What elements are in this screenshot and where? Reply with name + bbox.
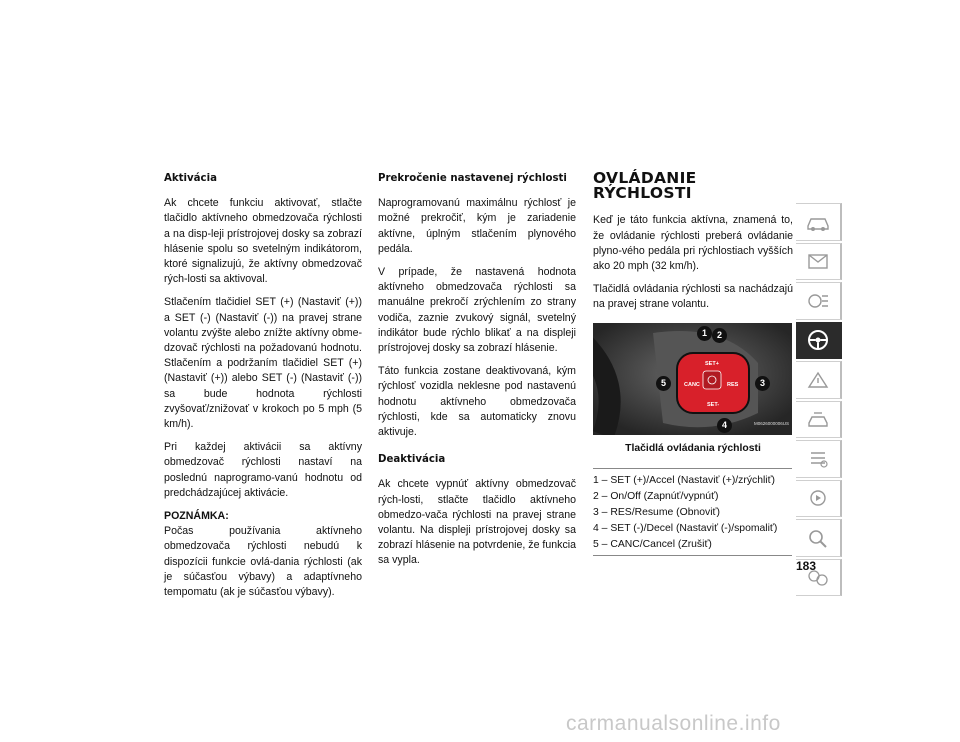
page-number: 183 <box>796 559 817 573</box>
paragraph: Stlačením tlačidiel SET (+) (Nastaviť (+)) a SET (-) (Nastaviť (-)) na pravej strane volantu zvýšte alebo znížte aktívny obme-dzovač rýchlosti na požadovanú hodnotu. Stlačením a podržaním tlačidiel SET (+) (Nastaviť (+)) alebo SET (-) (Nastaviť (-)) sa bude hodnota rýchlosti zvyšovať/znižovať v krokoch po 5 mph (5 km/h). <box>164 296 362 431</box>
chapter-title: OVLÁDANIE RÝCHLOSTI <box>593 169 697 203</box>
paragraph: Keď je táto funkcia aktívna, znamená to, že ovládanie rýchlosti preberá ovládanie plyno-vého pedála pri rýchlostiach vyšších ako 20 mph (32 km/h). <box>593 214 793 273</box>
right-column <box>593 171 793 556</box>
car-icon <box>805 212 831 232</box>
media-icon <box>805 488 831 508</box>
set-plus-label: SET+ <box>705 360 719 367</box>
legend-item: 5 – CANC/Cancel (Zrušiť) <box>593 538 712 550</box>
specs-list-icon <box>805 449 831 469</box>
note-text: Počas používania aktívneho obmedzovača rýchlosti nebudú k dispozícii funkcie ovlá-dania rýchlosti (ak je súčasťou výbavy) a adaptívneho tempomatu (ak je súčasťou výbavy). <box>164 525 362 599</box>
tab-multimedia[interactable] <box>796 480 842 518</box>
canc-label: CANC <box>684 381 700 388</box>
legend-item: 4 – SET (-)/Decel (Nastaviť (-)/spomaliť) <box>593 522 778 534</box>
figure-code: M0626000006US <box>753 421 789 427</box>
section-heading-activation: Aktivácia <box>164 173 217 184</box>
mail-icon <box>805 251 831 271</box>
legend-item: 1 – SET (+)/Accel (Nastaviť (+)/zrýchliť) <box>593 474 775 486</box>
section-heading-exceeding: Prekročenie nastavenej rýchlosti <box>378 173 567 184</box>
paragraph: Táto funkcia zostane deaktivovaná, kým rýchlosť vozidla neklesne pod nastavenú hodnotu aktívneho obmedzovača rýchlosti, kde sa automaticky znovu aktivuje. <box>378 365 576 439</box>
paragraph: Tlačidlá ovládania rýchlosti sa nachádzajú na pravej strane volantu. <box>593 283 793 311</box>
tab-driving[interactable] <box>796 322 842 360</box>
tab-specifications[interactable] <box>796 440 842 478</box>
callout-3: 3 <box>755 376 770 391</box>
callout-5: 5 <box>656 376 671 391</box>
car-service-icon <box>805 409 831 429</box>
section-heading-deactivation: Deaktivácia <box>378 454 446 466</box>
figure-caption: Tlačidlá ovládania rýchlosti <box>625 442 761 454</box>
callout-4: 4 <box>717 418 732 433</box>
tab-emergency[interactable] <box>796 361 842 399</box>
watermark: carmanualsonline.info <box>566 712 781 735</box>
set-minus-label: SET- <box>707 401 720 408</box>
steering-wheel-icon <box>805 329 831 351</box>
tab-index[interactable] <box>796 519 842 557</box>
legend-item: 2 – On/Off (Zapnúť/vypnúť) <box>593 490 719 502</box>
paragraph: V prípade, že nastavená hodnota aktívneho obmedzovača rýchlosti sa manuálne prekročí zrýchlením zo strany vodiča, zaznie zvukový signál, svetelný indikátor bude rýchlo blikať a na displeji prístrojovej dosky sa zobrazí hlásenie. <box>378 266 576 355</box>
tab-messages[interactable] <box>796 243 842 281</box>
res-label: RES <box>727 381 739 388</box>
note-title: POZNÁMKA: <box>164 510 229 523</box>
figure-legend <box>593 468 792 556</box>
chapter-tabs <box>796 203 842 598</box>
paragraph: Pri každej aktivácii sa aktívny obmedzovač rýchlosti nastaví na poslednú naprogramo-vanú hodnotu od predchádzajúcej aktivácie. <box>164 441 362 499</box>
tab-vehicle[interactable] <box>796 203 842 241</box>
paragraph: Ak chcete funkciu aktivovať, stlačte tlačidlo aktívneho obmedzovača rýchlosti a na disp-leji prístrojovej dosky sa zobrazí hlásenie spolu so svetelným indikátorom, ktoré signalizujú, že aktívny obmedzovač rých-losti sa aktivoval. <box>164 197 362 286</box>
paragraph: Naprogramovanú maximálnu rýchlosť je možné prekročiť, kým je zariadenie aktívne, úplným stlačením plynového pedála. <box>378 197 576 255</box>
warning-car-icon <box>805 370 831 390</box>
legend-item: 3 – RES/Resume (Obnoviť) <box>593 506 720 518</box>
steering-wheel-figure <box>593 323 792 435</box>
callout-1: 1 <box>697 326 712 341</box>
callout-2: 2 <box>712 328 727 343</box>
paragraph: Ak chcete vypnúť aktívny obmedzovač rých-losti, stlačte tlačidlo aktívneho obmedzo-vača rýchlosti na pravej strane volantu. Na displeji prístrojovej dosky sa zobrazí hlásenie na potvrdenie, že funkcia sa vypla. <box>378 478 576 567</box>
left-column <box>164 171 362 608</box>
tab-service[interactable] <box>796 401 842 439</box>
middle-column <box>378 171 576 577</box>
tab-lights[interactable] <box>796 282 842 320</box>
lights-icon <box>805 291 831 311</box>
search-icon <box>805 528 831 548</box>
